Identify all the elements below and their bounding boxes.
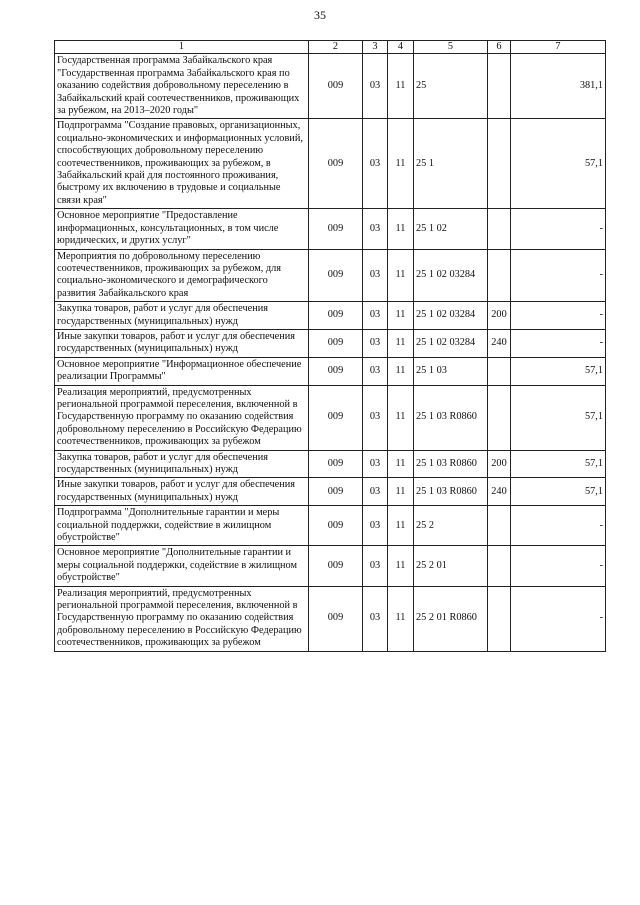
row-expense-type (488, 54, 511, 119)
row-amount: - (511, 586, 606, 651)
row-section: 03 (363, 385, 388, 450)
row-admin-code: 009 (309, 450, 363, 478)
row-subsection: 11 (388, 54, 414, 119)
row-admin-code: 009 (309, 506, 363, 546)
row-name: Закупка товаров, работ и услуг для обеспечения государственных (муниципальных) нужд (55, 450, 309, 478)
row-admin-code: 009 (309, 385, 363, 450)
row-name: Основное мероприятие "Предоставление информационных, консультационных, в том числе юридических, и других услуг" (55, 209, 309, 249)
row-expense-type (488, 209, 511, 249)
table-row (55, 249, 606, 302)
table-row (55, 209, 606, 249)
row-amount: - (511, 546, 606, 586)
row-expense-type (488, 586, 511, 651)
row-admin-code: 009 (309, 586, 363, 651)
row-name: Иные закупки товаров, работ и услуг для обеспечения государственных (муниципальных) нужд (55, 478, 309, 506)
row-name: Государственная программа Забайкальского края "Государственная программа Забайкальского края по оказанию содействия добровольному переселению в Забайкальский край соотечественников, проживающих за рубежом, на 2013–2020 годы" (55, 54, 309, 119)
row-subsection: 11 (388, 546, 414, 586)
row-expense-type: 240 (488, 478, 511, 506)
row-amount: 57,1 (511, 450, 606, 478)
row-target-code: 25 1 03 R0860 (414, 450, 488, 478)
row-admin-code: 009 (309, 119, 363, 209)
row-subsection: 11 (388, 302, 414, 330)
row-name: Подпрограмма "Дополнительные гарантии и меры социальной поддержки, содействие в жилищном обустройстве" (55, 506, 309, 546)
row-amount: 57,1 (511, 119, 606, 209)
row-name: Реализация мероприятий, предусмотренных региональной программой переселения, включенной в Государственную программу по оказанию содействия добровольному переселению в Российскую Федерацию соотечественников, проживающих за рубежом (55, 385, 309, 450)
row-amount: 57,1 (511, 385, 606, 450)
table-header-row (55, 41, 606, 54)
table-row (55, 54, 606, 119)
header-col-section: 3 (363, 41, 388, 54)
row-expense-type: 240 (488, 329, 511, 357)
row-target-code: 25 (414, 54, 488, 119)
row-section: 03 (363, 119, 388, 209)
row-section: 03 (363, 209, 388, 249)
row-section: 03 (363, 249, 388, 302)
table-row (55, 385, 606, 450)
table-row (55, 450, 606, 478)
row-expense-type: 200 (488, 302, 511, 330)
row-admin-code: 009 (309, 329, 363, 357)
row-target-code: 25 2 01 (414, 546, 488, 586)
row-target-code: 25 1 02 03284 (414, 302, 488, 330)
row-section: 03 (363, 302, 388, 330)
table-row (55, 329, 606, 357)
row-name: Закупка товаров, работ и услуг для обеспечения государственных (муниципальных) нужд (55, 302, 309, 330)
row-name: Основное мероприятие "Информационное обеспечение реализации Программы" (55, 357, 309, 385)
row-amount: - (511, 506, 606, 546)
row-section: 03 (363, 450, 388, 478)
row-name: Иные закупки товаров, работ и услуг для обеспечения государственных (муниципальных) нужд (55, 329, 309, 357)
table-row (55, 586, 606, 651)
row-amount: 57,1 (511, 478, 606, 506)
row-section: 03 (363, 478, 388, 506)
row-section: 03 (363, 54, 388, 119)
row-name: Мероприятия по добровольному переселению соотечественников, проживающих за рубежом, для социально-экономического и демографического развития Забайкальского края (55, 249, 309, 302)
row-subsection: 11 (388, 586, 414, 651)
table-row (55, 302, 606, 330)
row-amount: 381,1 (511, 54, 606, 119)
row-target-code: 25 1 03 R0860 (414, 385, 488, 450)
table-row (55, 478, 606, 506)
row-amount: 57,1 (511, 357, 606, 385)
row-subsection: 11 (388, 119, 414, 209)
row-section: 03 (363, 506, 388, 546)
row-section: 03 (363, 329, 388, 357)
row-amount: - (511, 249, 606, 302)
header-col-target: 5 (414, 41, 488, 54)
row-section: 03 (363, 357, 388, 385)
row-admin-code: 009 (309, 302, 363, 330)
row-target-code: 25 2 01 R0860 (414, 586, 488, 651)
row-section: 03 (363, 546, 388, 586)
header-col-subsection: 4 (388, 41, 414, 54)
row-subsection: 11 (388, 357, 414, 385)
header-col-expense-type: 6 (488, 41, 511, 54)
header-col-amount: 7 (511, 41, 606, 54)
table-row (55, 119, 606, 209)
row-target-code: 25 2 (414, 506, 488, 546)
header-col-admin: 2 (309, 41, 363, 54)
row-admin-code: 009 (309, 546, 363, 586)
row-target-code: 25 1 03 R0860 (414, 478, 488, 506)
row-expense-type (488, 249, 511, 302)
row-admin-code: 009 (309, 54, 363, 119)
table-row (55, 546, 606, 586)
row-expense-type (488, 119, 511, 209)
row-subsection: 11 (388, 249, 414, 302)
row-name: Основное мероприятие "Дополнительные гарантии и меры социальной поддержки, содействие в жилищном обустройстве" (55, 546, 309, 586)
row-target-code: 25 1 (414, 119, 488, 209)
row-expense-type: 200 (488, 450, 511, 478)
row-expense-type (488, 357, 511, 385)
row-subsection: 11 (388, 329, 414, 357)
row-amount: - (511, 329, 606, 357)
row-name: Реализация мероприятий, предусмотренных региональной программой переселения, включенной в Государственную программу по оказанию содействия добровольному переселению в Российскую Федерацию соотечественников, проживающих за рубежом (55, 586, 309, 651)
row-name: Подпрограмма "Создание правовых, организационных, социально-экономических и информационных условий, способствующих добровольному переселению соотечественников, проживающих за рубежом, в Забайкальский край для постоянного проживания, быстрому их включению в трудовые и социальные связи края" (55, 119, 309, 209)
row-amount: - (511, 302, 606, 330)
table-row (55, 506, 606, 546)
budget-table (54, 40, 606, 652)
row-expense-type (488, 506, 511, 546)
row-admin-code: 009 (309, 209, 363, 249)
row-subsection: 11 (388, 450, 414, 478)
row-expense-type (488, 385, 511, 450)
row-section: 03 (363, 586, 388, 651)
row-target-code: 25 1 02 (414, 209, 488, 249)
row-subsection: 11 (388, 478, 414, 506)
row-target-code: 25 1 02 03284 (414, 329, 488, 357)
row-amount: - (511, 209, 606, 249)
row-admin-code: 009 (309, 357, 363, 385)
row-target-code: 25 1 02 03284 (414, 249, 488, 302)
row-admin-code: 009 (309, 249, 363, 302)
table-row (55, 357, 606, 385)
page-number: 35 (314, 8, 326, 22)
row-subsection: 11 (388, 385, 414, 450)
row-subsection: 11 (388, 506, 414, 546)
row-target-code: 25 1 03 (414, 357, 488, 385)
row-subsection: 11 (388, 209, 414, 249)
row-admin-code: 009 (309, 478, 363, 506)
row-expense-type (488, 546, 511, 586)
header-col-name: 1 (55, 41, 309, 54)
